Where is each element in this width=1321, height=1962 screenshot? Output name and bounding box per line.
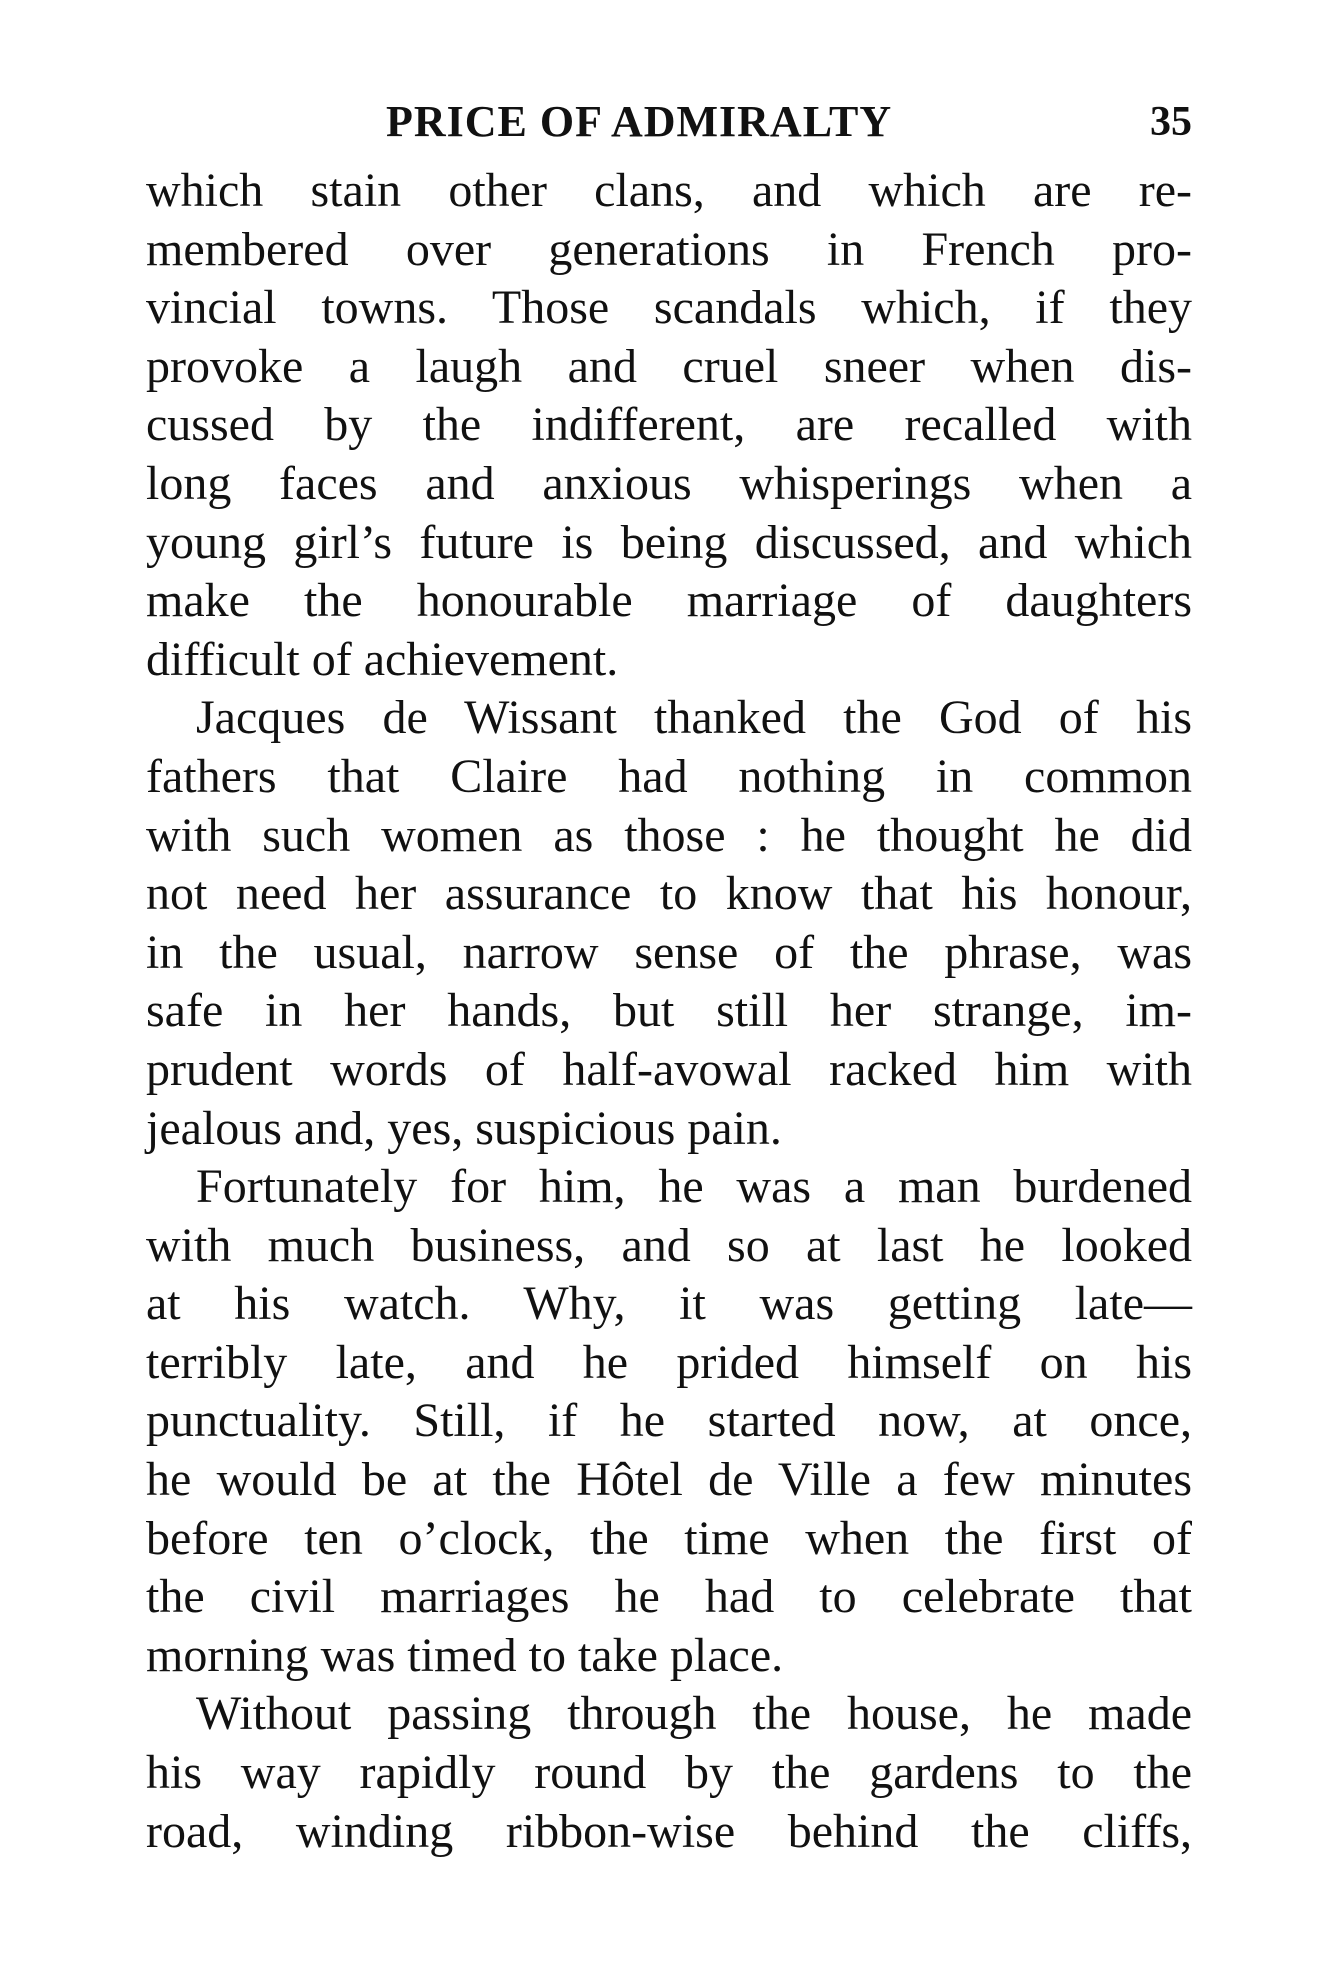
text-line: Fortunately for him, he was a man burdened (196, 1160, 1192, 1214)
text-line: not need her assurance to know that his honour, (146, 867, 1192, 921)
text-line: terribly late, and he prided himself on his (146, 1335, 1192, 1389)
text-line: before ten o’clock, the time when the first of (146, 1511, 1192, 1565)
body-text (146, 162, 1192, 1861)
page-number: 35 (1150, 99, 1192, 145)
text-line: he would be at the Hôtel de Ville a few minutes (146, 1453, 1192, 1507)
text-line: punctuality. Still, if he started now, at once, (146, 1394, 1192, 1448)
text-line: jealous and, yes, suspicious pain. (146, 1101, 782, 1155)
text-line: which stain other clans, and which are re- (146, 164, 1192, 217)
text-line: cussed by the indifferent, are recalled with (146, 398, 1192, 452)
running-head (146, 92, 1192, 152)
text-line: fathers that Claire had nothing in common (146, 749, 1192, 803)
text-line: make the honourable marriage of daughters (146, 574, 1192, 628)
text-line: with such women as those : he thought he did (146, 808, 1192, 862)
text-line: at his watch. Why, it was getting late— (146, 1277, 1192, 1331)
text-line: membered over generations in French pro- (146, 222, 1192, 276)
text-line: provoke a laugh and cruel sneer when dis- (146, 339, 1192, 393)
text-line: with much business, and so at last he looked (146, 1218, 1192, 1272)
text-line: prudent words of half-avowal racked him with (146, 1042, 1192, 1096)
text-line: safe in her hands, but still her strange, im- (146, 984, 1192, 1038)
text-line: Jacques de Wissant thanked the God of his (196, 691, 1192, 745)
text-line: his way rapidly round by the gardens to the (146, 1746, 1192, 1800)
text-line: long faces and anxious whisperings when a (146, 456, 1192, 510)
running-title: PRICE OF ADMIRALTY (386, 97, 893, 146)
text-line: difficult of achievement. (146, 632, 619, 686)
text-line: the civil marriages he had to celebrate that (146, 1570, 1192, 1624)
text-line: vincial towns. Those scandals which, if they (146, 281, 1192, 335)
text-line: morning was timed to take place. (146, 1628, 784, 1682)
text-line: in the usual, narrow sense of the phrase, was (146, 925, 1192, 979)
text-line: road, winding ribbon-wise behind the cliffs, (146, 1804, 1192, 1858)
text-line: Without passing through the house, he made (196, 1687, 1192, 1741)
text-line: young girl’s future is being discussed, and which (146, 515, 1192, 569)
